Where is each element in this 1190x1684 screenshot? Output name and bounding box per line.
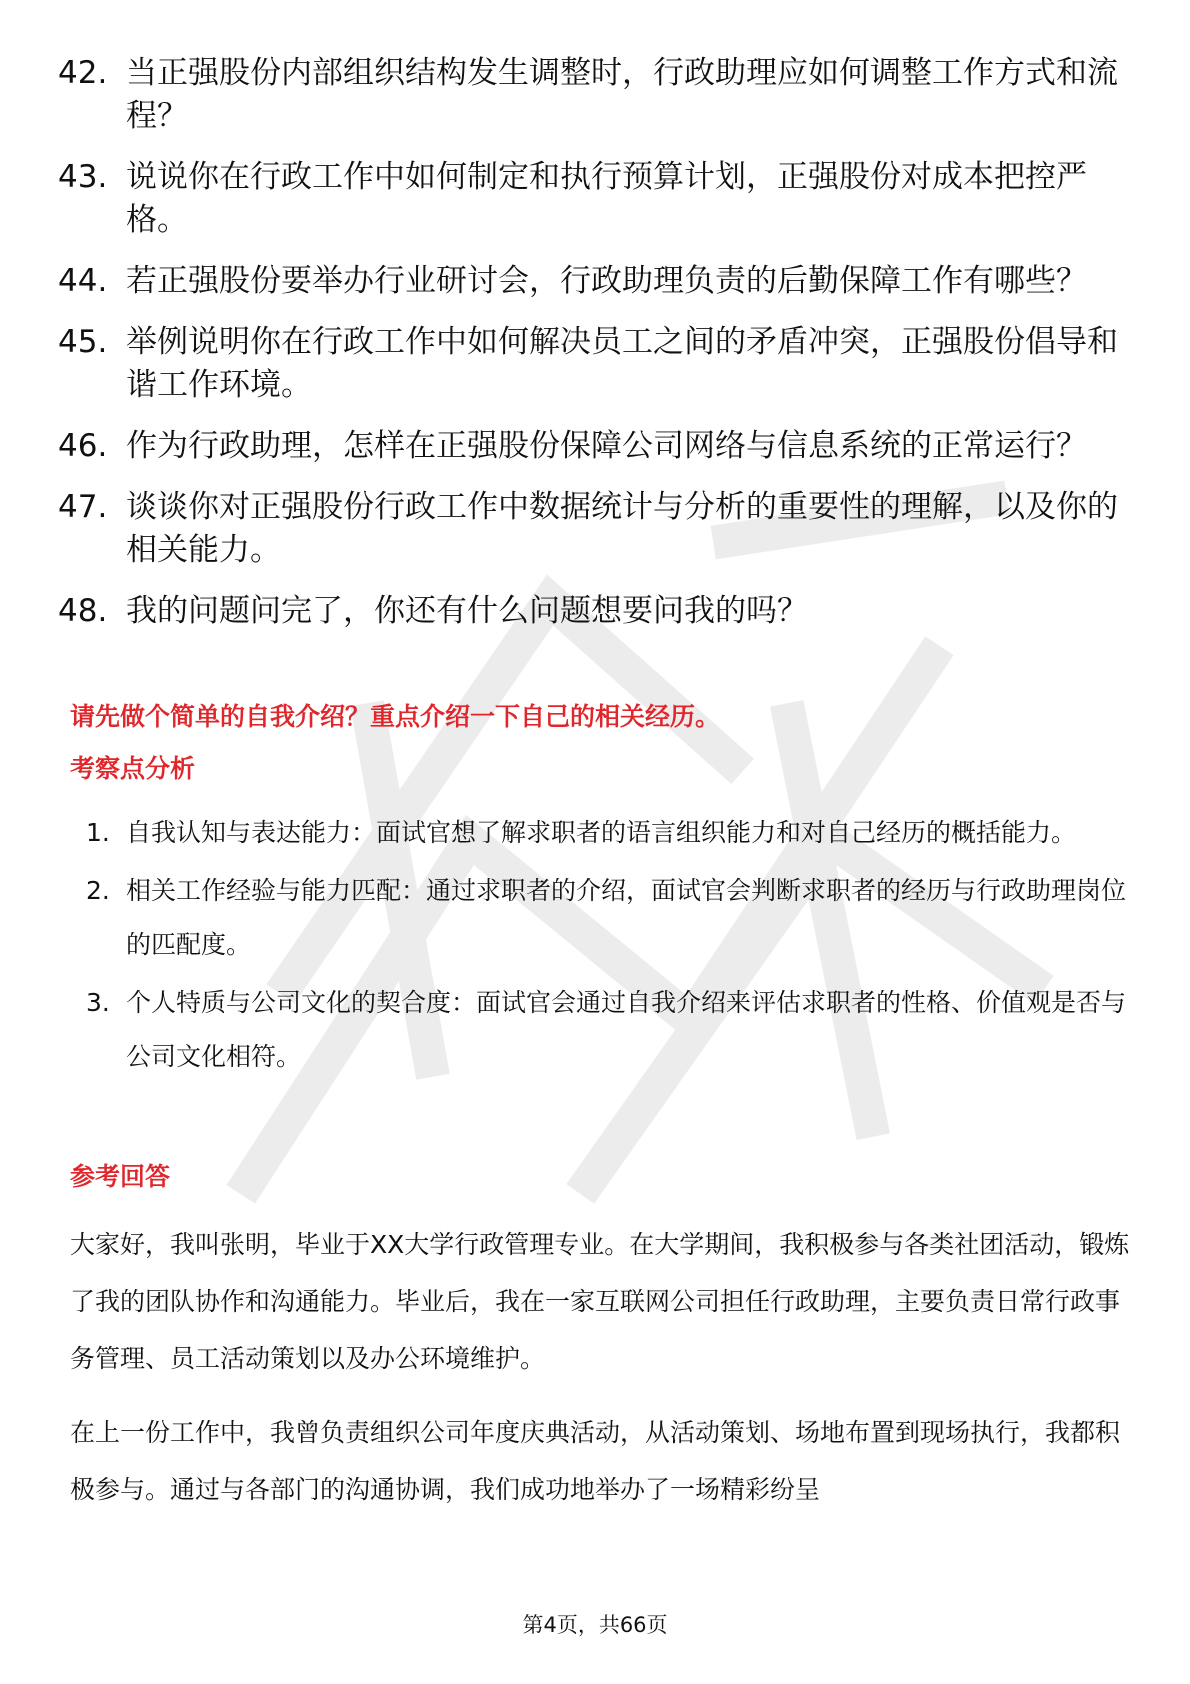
point-number: 2.	[86, 876, 110, 905]
question-text: 举例说明你在行政工作中如何解决员工之间的矛盾冲突，正强股份倡导和谐工作环境。	[126, 324, 1118, 403]
question-item	[58, 425, 1118, 468]
question-text: 若正强股份要举办行业研讨会，行政助理负责的后勤保障工作有哪些？	[126, 263, 1087, 299]
page-footer: 第4页，共66页	[522, 1613, 668, 1637]
question-number: 43.	[58, 159, 108, 195]
question-number: 45.	[58, 324, 108, 360]
question-item	[58, 486, 1118, 572]
answer-heading: 参考回答	[70, 1162, 171, 1191]
point-number: 1.	[86, 818, 110, 847]
question-number: 47.	[58, 489, 108, 525]
question-item	[58, 260, 1118, 303]
analysis-point	[86, 976, 1126, 1084]
question-text: 我的问题问完了，你还有什么问题想要问我的吗？	[126, 593, 808, 629]
question-item	[58, 156, 1118, 242]
point-number: 3.	[86, 988, 110, 1017]
analysis-points-list	[86, 806, 1126, 1088]
question-list	[58, 52, 1118, 651]
question-text: 当正强股份内部组织结构发生调整时，行政助理应如何调整工作方式和流程？	[126, 55, 1118, 134]
point-text: 相关工作经验与能力匹配：通过求职者的介绍，面试官会判断求职者的经历与行政助理岗位的匹配度。	[126, 876, 1127, 959]
answer-paragraph: 在上一份工作中，我曾负责组织公司年度庆典活动，从活动策划、场地布置到现场执行，我都积极参与。通过与各部门的沟通协调，我们成功地举办了一场精彩纷呈	[70, 1418, 1121, 1504]
question-item	[58, 321, 1118, 407]
question-text: 作为行政助理，怎样在正强股份保障公司网络与信息系统的正常运行？	[126, 428, 1087, 464]
question-number: 44.	[58, 263, 108, 299]
question-item	[58, 590, 1118, 633]
question-text: 说说你在行政工作中如何制定和执行预算计划，正强股份对成本把控严格。	[126, 159, 1087, 238]
question-text: 谈谈你对正强股份行政工作中数据统计与分析的重要性的理解，以及你的相关能力。	[126, 489, 1118, 568]
point-text: 自我认知与表达能力：面试官想了解求职者的语言组织能力和对自己经历的概括能力。	[126, 818, 1077, 847]
question-number: 46.	[58, 428, 108, 464]
analysis-heading: 考察点分析	[70, 754, 196, 783]
question-number: 48.	[58, 593, 108, 629]
question-item	[58, 52, 1118, 138]
point-text: 个人特质与公司文化的契合度：面试官会通过自我介绍来评估求职者的性格、价值观是否与公司文化相符。	[126, 988, 1127, 1071]
answer-paragraph: 大家好，我叫张明，毕业于XX大学行政管理专业。在大学期间，我积极参与各类社团活动，锻炼了我的团队协作和沟通能力。毕业后，我在一家互联网公司担任行政助理，主要负责日常行政事务管理、员工活动策划以及办公环境维护。	[70, 1230, 1130, 1373]
analysis-point	[86, 864, 1126, 972]
question-number: 42.	[58, 55, 108, 91]
analysis-point	[86, 806, 1126, 860]
interview-question-heading: 请先做个简单的自我介绍？重点介绍一下自己的相关经历。	[70, 702, 721, 731]
